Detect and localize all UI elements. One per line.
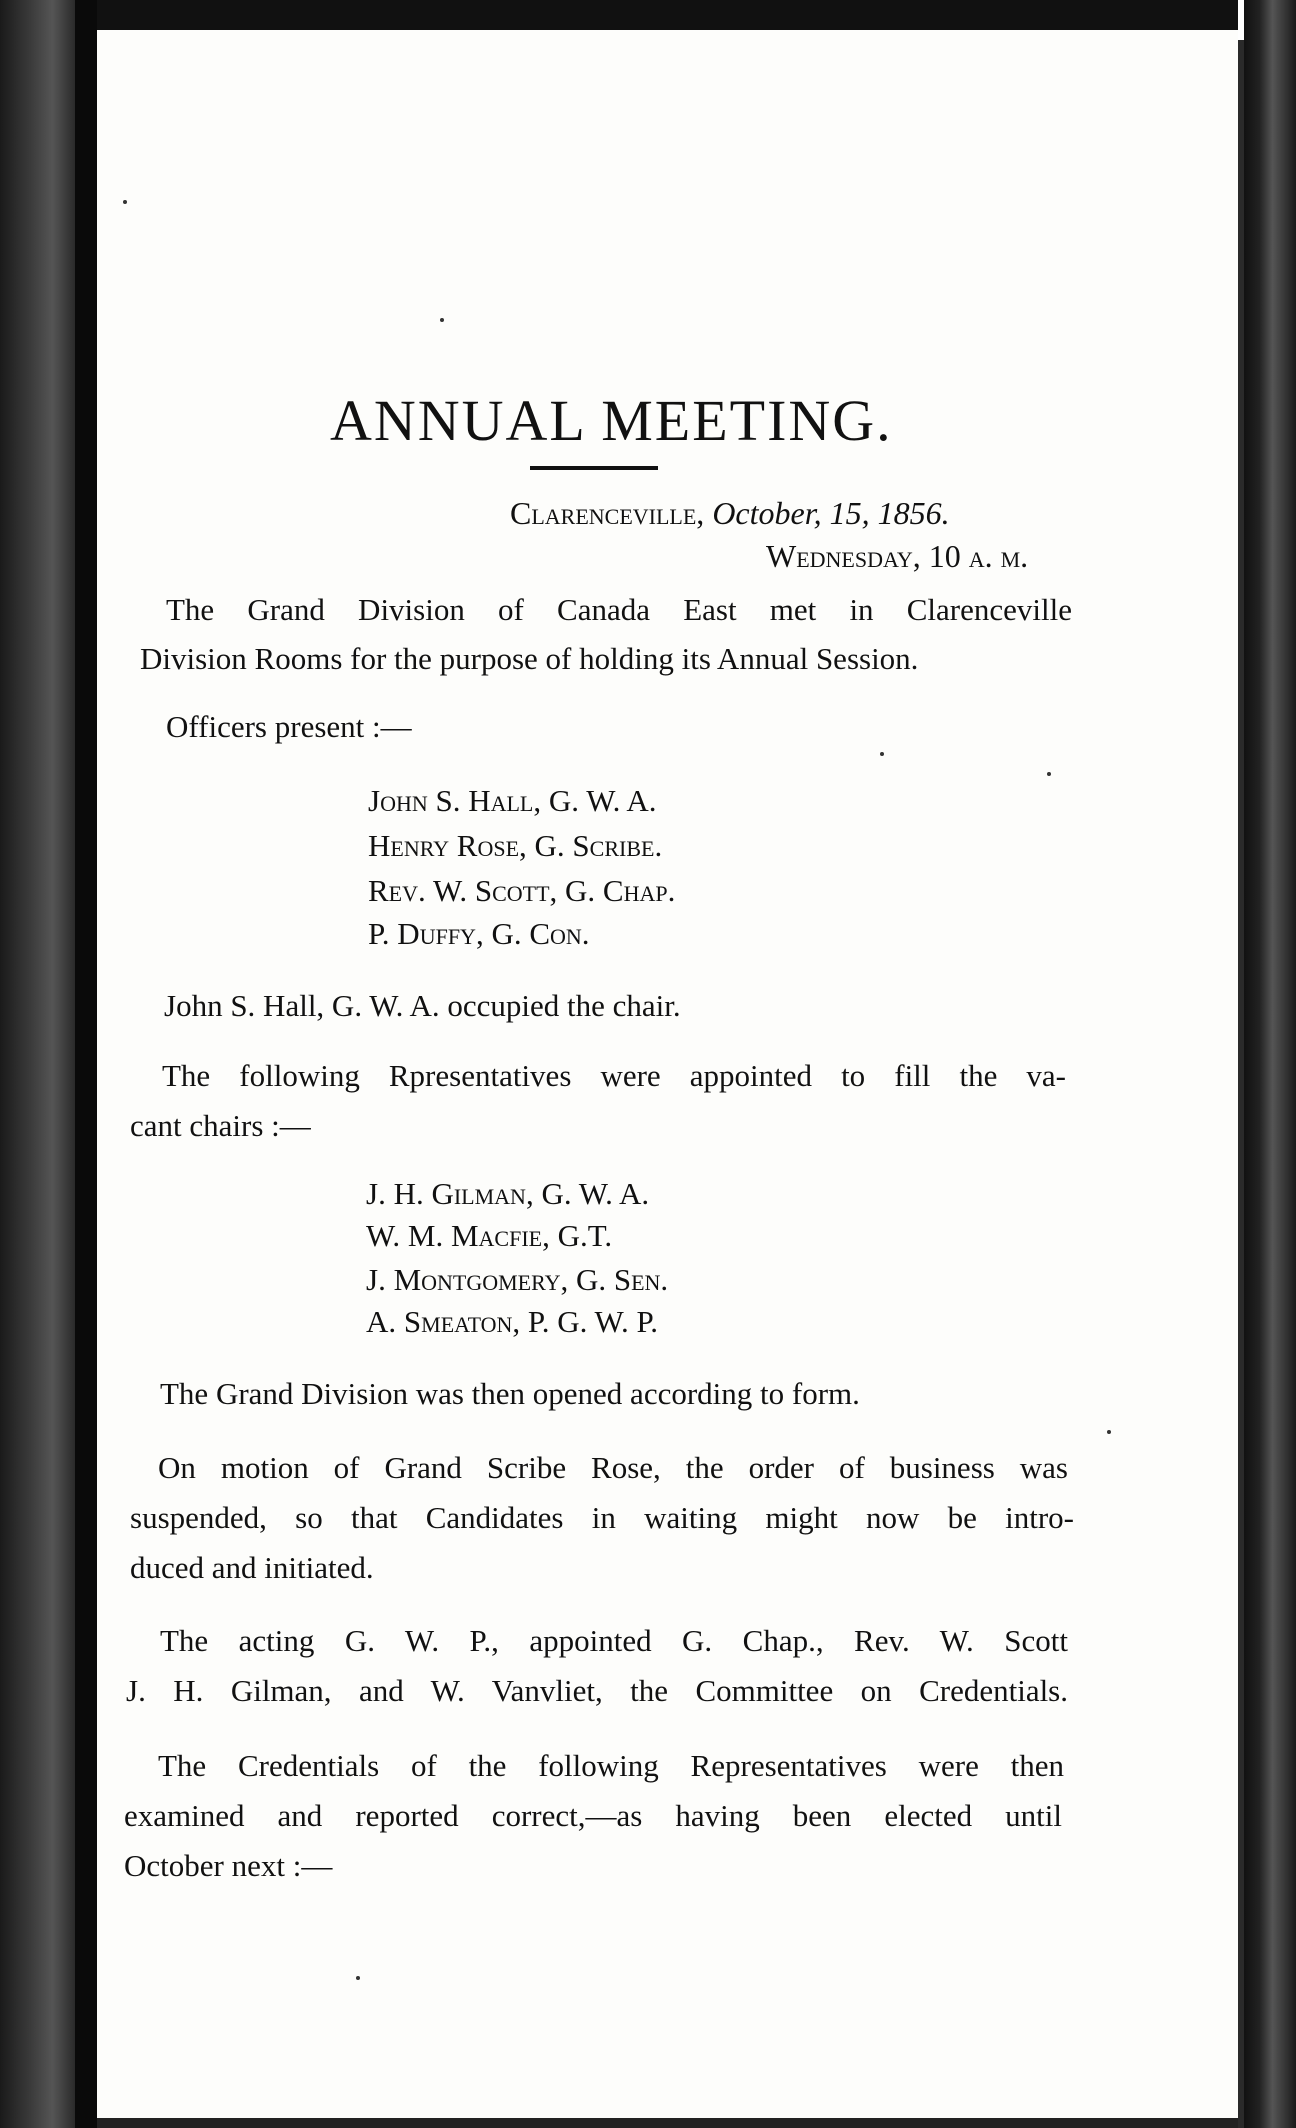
reps-intro-line-1: The following Rpresentatives were appointed to fill the va- — [162, 1058, 1066, 1093]
scan-left-border — [75, 0, 97, 2128]
rep-2: W. M. Macfie, G.T. — [366, 1218, 613, 1253]
chair-line: John S. Hall, G. W. A. occupied the chair. — [164, 988, 681, 1023]
speck — [356, 1976, 360, 1980]
dateline-time: Wednesday, 10 a. m. — [766, 538, 1029, 574]
motion-line-2: suspended, so that Candidates in waiting might now be intro- — [130, 1500, 1074, 1535]
rep-4: A. Smeaton, P. G. W. P. — [366, 1304, 658, 1339]
rep-1: J. H. Gilman, G. W. A. — [366, 1176, 650, 1211]
title-rule — [530, 466, 658, 470]
credentials-line-1: The Credentials of the following Representatives were then — [158, 1748, 1064, 1783]
dateline-place: Clarenceville, — [510, 495, 705, 531]
intro-line-2: Division Rooms for the purpose of holding its Annual Session. — [140, 641, 919, 676]
officers-heading: Officers present :— — [166, 709, 412, 744]
intro-line-1: The Grand Division of Canada East met in Clarenceville — [166, 592, 1072, 627]
scan-right-border — [1244, 0, 1296, 2128]
motion-line-1: On motion of Grand Scribe Rose, the order of business was — [158, 1450, 1068, 1485]
speck — [440, 318, 444, 322]
acting-line-2: J. H. Gilman, and W. Vanvliet, the Committee on Credentials. — [126, 1673, 1068, 1708]
dateline-place-date — [510, 497, 950, 529]
speck — [123, 200, 127, 204]
officer-3: Rev. W. Scott, G. Chap. — [368, 873, 676, 908]
motion-line-3: duced and initiated. — [130, 1550, 374, 1585]
credentials-line-2: examined and reported correct,—as having been elected until — [124, 1798, 1062, 1833]
speck — [1107, 1430, 1111, 1434]
acting-line-1: The acting G. W. P., appointed G. Chap., Rev. W. Scott — [160, 1623, 1068, 1658]
dateline-date: October, 15, 1856. — [712, 495, 950, 531]
reps-intro-line-2: cant chairs :— — [130, 1108, 311, 1143]
speck — [1047, 772, 1051, 776]
officer-4: P. Duffy, G. Con. — [368, 916, 590, 951]
scan-bottom-border — [97, 2118, 1238, 2128]
officer-1: John S. Hall, G. W. A. — [368, 783, 657, 818]
opened-line: The Grand Division was then opened according to form. — [160, 1376, 860, 1411]
page-title: ANNUAL MEETING. — [330, 388, 893, 453]
rep-3: J. Montgomery, G. Sen. — [366, 1262, 669, 1297]
scan-left-edge — [0, 0, 75, 2128]
scan-top-border — [97, 0, 1238, 30]
credentials-line-3: October next :— — [124, 1848, 333, 1883]
officer-2: Henry Rose, G. Scribe. — [368, 828, 663, 863]
speck — [880, 752, 884, 756]
